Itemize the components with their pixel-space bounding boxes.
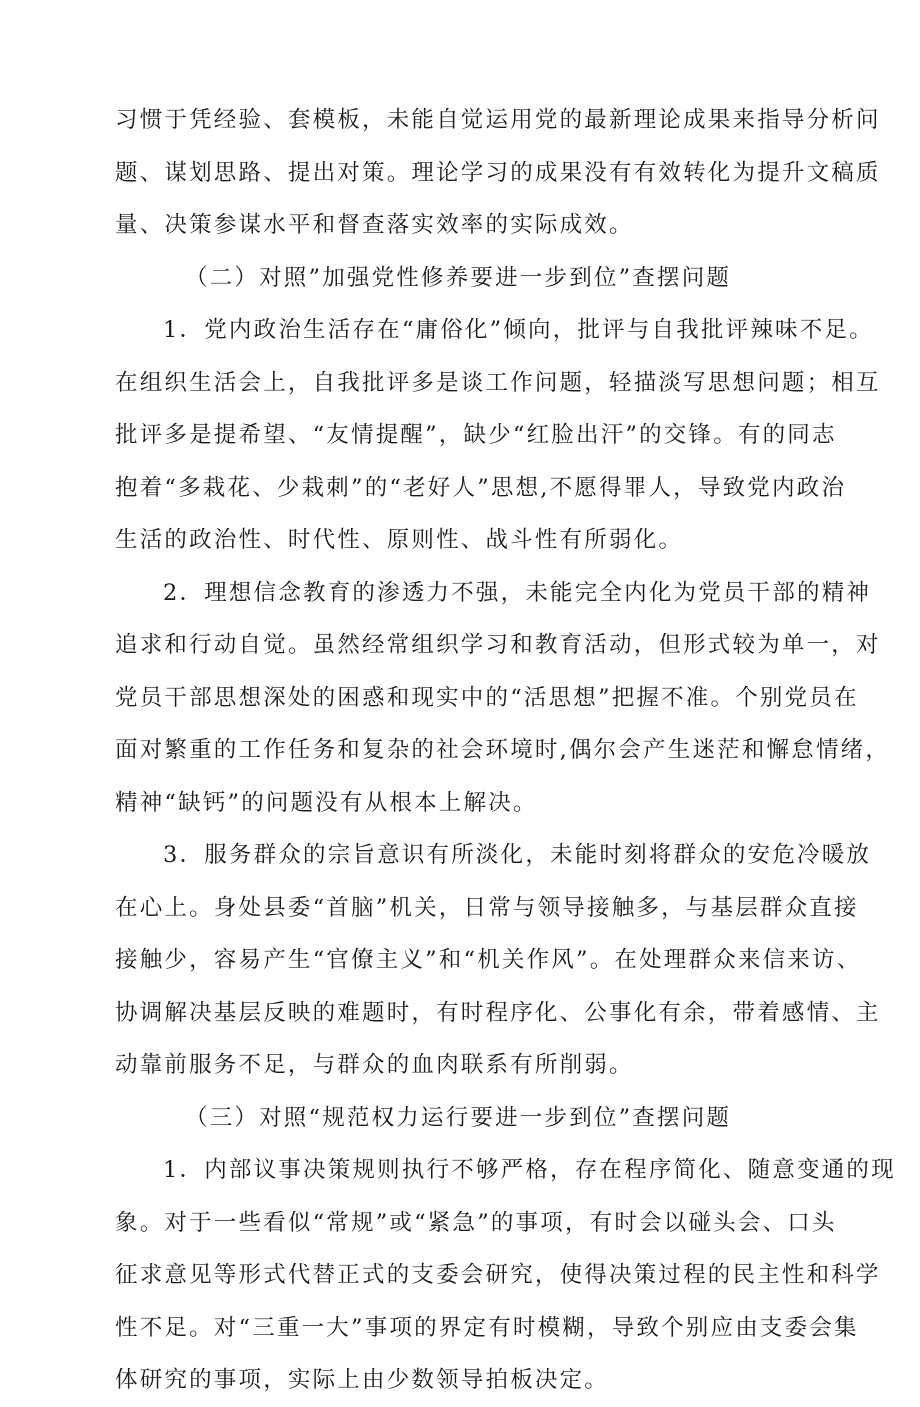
body-line: 习惯于凭经验、套模板，未能自觉运用党的最新理论成果来指导分析问 <box>115 107 881 133</box>
body-line: 在组织生活会上，自我批评多是谈工作问题，轻描淡写思想问题；相互 <box>115 369 881 396</box>
item-1-line: 1．内部议事决策规则执行不够严格，存在程序简化、随意变通的现 <box>163 1157 896 1183</box>
body-line: 批评多是提希望、“友情提醒”，缺少“红脸出汗”的交锋。有的同志 <box>115 422 837 448</box>
body-line: 协调解决基层反映的难题时，有时程序化、公事化有余，带着感情、主 <box>115 999 881 1026</box>
body-line: 生活的政治性、时代性、原则性、战斗性有所弱化。 <box>115 527 684 553</box>
body-line: 接触少，容易产生“官僚主义”和“机关作风”。在处理群众来信来访、 <box>115 947 862 973</box>
body-line: 动靠前服务不足，与群众的血肉联系有所削弱。 <box>115 1052 634 1078</box>
body-line: 性不足。对“三重一大”事项的界定有时模糊，导致个别应由支委会集 <box>115 1314 859 1341</box>
body-line: 量、决策参谋水平和督查落实效率的实际成效。 <box>115 212 634 238</box>
body-line: 征求意见等形式代替正式的支委会研究，使得决策过程的民主性和科学 <box>115 1262 881 1288</box>
body-line: 精神“缺钙”的问题没有从根本上解决。 <box>115 789 538 816</box>
item-2-line: 2．理想信念教育的渗透力不强，未能完全内化为党员干部的精神 <box>163 579 872 606</box>
body-line: 面对繁重的工作任务和复杂的社会环境时,偶尔会产生迷茫和懈怠情绪， <box>115 737 891 763</box>
document-body <box>115 94 896 1407</box>
section-heading-3: （三）对照“规范权力运行要进一步到位”查摆问题 <box>185 1104 732 1131</box>
section-heading-2: （二）对照”加强党性修养要进一步到位”查摆问题 <box>185 264 732 291</box>
body-line: 抱着“多栽花、少栽刺”的“老好人”思想,不愿得罪人，导致党内政治 <box>115 474 847 501</box>
body-line: 党员干部思想深处的困惑和现实中的“活思想”把握不准。个别党员在 <box>115 684 859 711</box>
item-1-line: 1．党内政治生活存在“庸俗化”倾向，批评与自我批评辣味不足。 <box>163 317 874 343</box>
body-line: 追求和行动自觉。虽然经常组织学习和教育活动，但形式较为单一，对 <box>115 632 881 658</box>
body-line: 体研究的事项，实际上由少数领导拍板决定。 <box>115 1367 610 1393</box>
body-line: 象。对于一些看似“常规”或“紧急”的事项，有时会以碰头会、口头 <box>115 1209 837 1236</box>
item-3-line: 3．服务群众的宗旨意识有所淡化，未能时刻将群众的安危冷暖放 <box>163 842 872 868</box>
body-line: 题、谋划思路、提出对策。理论学习的成果没有有效转化为提升文稿质 <box>115 159 881 186</box>
body-line: 在心上。身处县委“首脑”机关，日常与领导接触多，与基层群众直接 <box>115 894 859 921</box>
